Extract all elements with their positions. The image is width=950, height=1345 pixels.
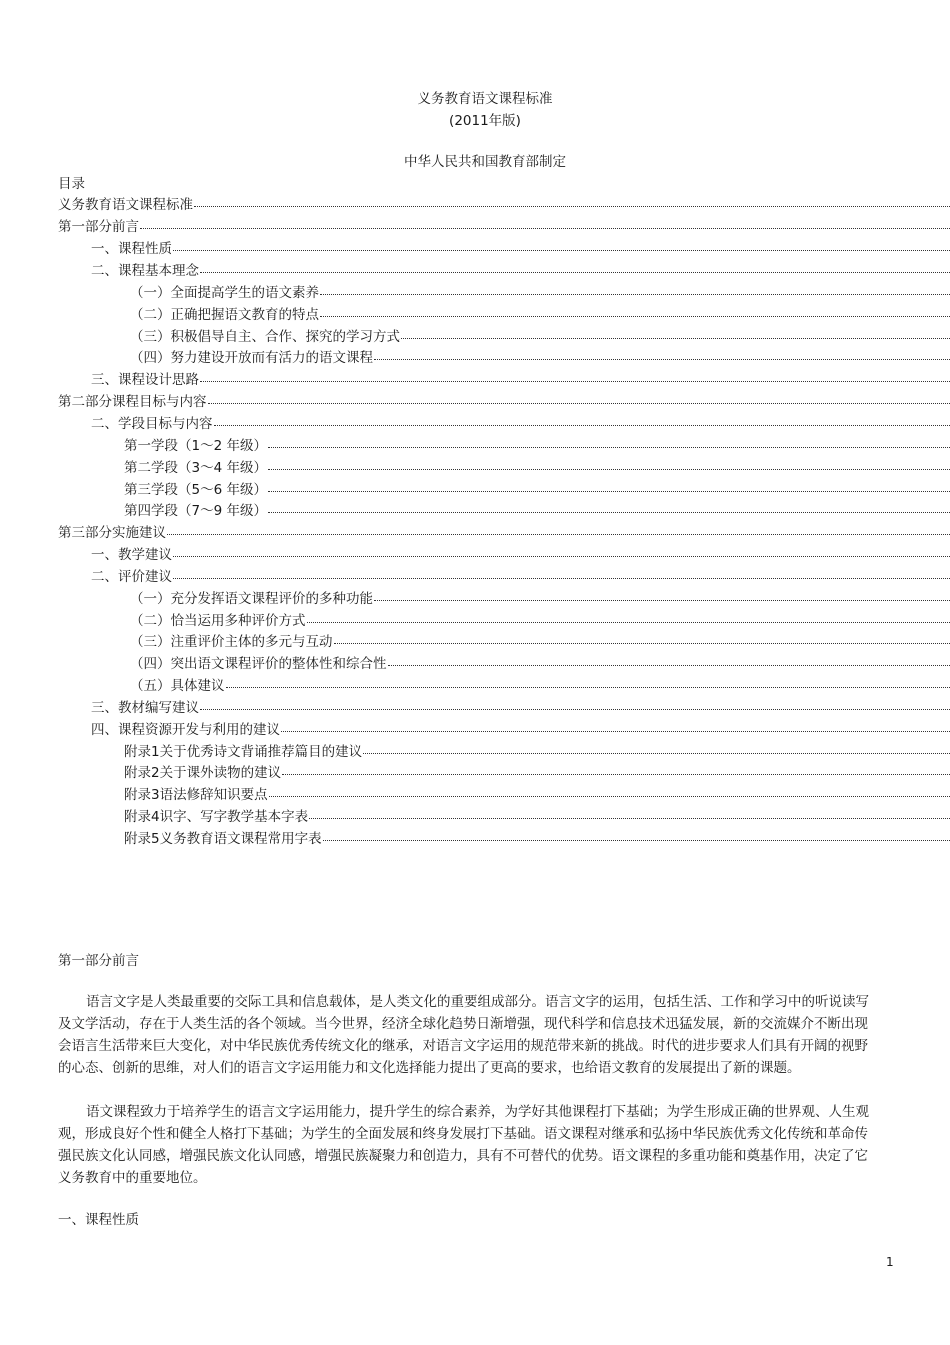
- toc-leader: [309, 814, 950, 819]
- toc-leader: [281, 727, 950, 732]
- toc-item[interactable]: （四）努力建设开放而有活力的语文课程: [130, 349, 950, 367]
- toc-leader: [173, 552, 950, 557]
- paragraph-line: 会语言生活带来巨大变化，对中华民族优秀传统文化的继承，对语言文字运用的规范带来新的挑战。时代的进步要求人们具有开阔的视野: [58, 1038, 868, 1054]
- document-title: 义务教育语文课程标准: [417, 91, 553, 107]
- subsection-heading: 一、课程性质: [58, 1212, 139, 1228]
- paragraph-line: 的心态、创新的思维，对人们的语言文字运用能力和文化选择能力提出了更高的要求，也给语文教育的发展提出了新的课题。: [58, 1060, 801, 1076]
- toc-item[interactable]: （三）积极倡导自主、合作、探究的学习方式: [130, 328, 950, 346]
- toc-item[interactable]: （一）全面提高学生的语文素养: [130, 284, 950, 302]
- toc-leader: [194, 202, 950, 207]
- toc-item[interactable]: 一、课程性质: [91, 240, 950, 258]
- issuer-line: 中华人民共和国教育部制定: [404, 154, 566, 170]
- section-heading: 第一部分前言: [58, 953, 139, 969]
- toc-leader: [200, 705, 950, 710]
- toc-leader: [226, 683, 950, 688]
- toc-item[interactable]: （五）具体建议: [130, 677, 950, 695]
- toc-leader: [282, 770, 950, 775]
- toc-item[interactable]: 附录5义务教育语文课程常用字表: [124, 830, 950, 848]
- toc-item[interactable]: 附录1关于优秀诗文背诵推荐篇目的建议: [124, 743, 950, 761]
- toc-leader: [388, 661, 950, 666]
- toc-item[interactable]: 第一学段（1～2 年级）: [124, 437, 950, 455]
- toc-item[interactable]: （二）正确把握语文教育的特点: [130, 306, 950, 324]
- toc-heading: 目录: [58, 176, 85, 192]
- toc-item[interactable]: 附录2关于课外读物的建议: [124, 764, 950, 782]
- toc-item[interactable]: 第二学段（3～4 年级）: [124, 459, 950, 477]
- toc-leader: [208, 399, 950, 404]
- toc-leader: [320, 290, 950, 295]
- toc-leader: [374, 355, 950, 360]
- toc-leader: [214, 421, 950, 426]
- toc-item[interactable]: 第四学段（7～9 年级）: [124, 502, 950, 520]
- toc-item[interactable]: （四）突出语文课程评价的整体性和综合性: [130, 655, 950, 673]
- toc-leader: [323, 836, 950, 841]
- paragraph-intro: [58, 991, 950, 1079]
- toc-item[interactable]: 二、课程基本理念: [91, 262, 950, 280]
- paragraph-line: 及文学活动，存在于人类生活的各个领域。当今世界，经济全球化趋势日渐增强，现代科学和信息技术迅猛发展，新的交流媒介不断出现: [58, 1016, 868, 1032]
- toc-leader: [200, 377, 950, 382]
- toc-item[interactable]: 附录3语法修辞知识要点: [124, 786, 950, 804]
- toc-leader: [268, 487, 950, 492]
- toc-leader: [334, 639, 950, 644]
- toc-item[interactable]: 二、评价建议: [91, 568, 950, 586]
- toc-leader: [374, 596, 950, 601]
- toc-leader: [140, 224, 950, 229]
- toc-leader: [167, 530, 950, 535]
- toc-item[interactable]: 第二部分课程目标与内容: [58, 393, 950, 411]
- toc-leader: [307, 618, 950, 623]
- toc-leader: [268, 465, 950, 470]
- toc-item[interactable]: 第一部分前言: [58, 218, 950, 236]
- toc-item[interactable]: （三）注重评价主体的多元与互动: [130, 633, 950, 651]
- toc-leader: [401, 334, 950, 339]
- toc-item[interactable]: 附录4识字、写字教学基本字表: [124, 808, 950, 826]
- toc-leader: [269, 792, 950, 797]
- paragraph-course: [58, 1101, 950, 1189]
- page-number: 1: [886, 1255, 894, 1269]
- paragraph-line: 观，形成良好个性和健全人格打下基础；为学生的全面发展和终身发展打下基础。语文课程对继承和弘扬中华民族优秀文化传统和革命传: [58, 1126, 868, 1142]
- toc-item[interactable]: 二、学段目标与内容: [91, 415, 950, 433]
- toc-item[interactable]: （一）充分发挥语文课程评价的多种功能: [130, 590, 950, 608]
- toc-item[interactable]: 第三部分实施建议: [58, 524, 950, 542]
- toc-item[interactable]: 义务教育语文课程标准: [58, 196, 950, 214]
- paragraph-line: 义务教育中的重要地位。: [58, 1170, 207, 1186]
- toc-leader: [268, 508, 950, 513]
- toc-leader: [173, 246, 950, 251]
- toc-item[interactable]: （二）恰当运用多种评价方式: [130, 612, 950, 630]
- toc-item[interactable]: 一、教学建议: [91, 546, 950, 564]
- toc-leader: [320, 312, 950, 317]
- toc-leader: [173, 574, 950, 579]
- toc-item[interactable]: 三、课程设计思路: [91, 371, 950, 389]
- toc-leader: [200, 268, 950, 273]
- edition-label: (2011年版): [449, 113, 521, 129]
- toc-leader: [363, 749, 950, 754]
- toc-item[interactable]: 四、课程资源开发与利用的建议: [91, 721, 950, 739]
- toc-item[interactable]: 第三学段（5～6 年级）: [124, 481, 950, 499]
- paragraph-line: 语文课程致力于培养学生的语言文字运用能力，提升学生的综合素养，为学好其他课程打下基础；为学生形成正确的世界观、人生观: [86, 1104, 869, 1120]
- paragraph-line: 语言文字是人类最重要的交际工具和信息载体，是人类文化的重要组成部分。语言文字的运用，包括生活、工作和学习中的听说读写: [86, 994, 869, 1010]
- paragraph-line: 强民族文化认同感，增强民族文化认同感，增强民族凝聚力和创造力，具有不可替代的优势。语文课程的多重功能和奠基作用，决定了它: [58, 1148, 868, 1164]
- toc-leader: [268, 443, 950, 448]
- toc-item[interactable]: 三、教材编写建议: [91, 699, 950, 717]
